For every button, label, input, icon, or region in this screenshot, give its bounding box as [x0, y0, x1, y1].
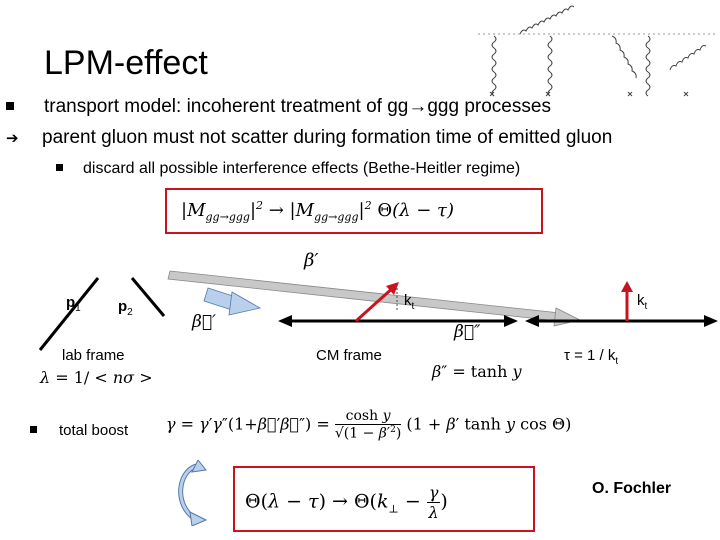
square-bullet-icon: [30, 426, 37, 433]
author-label: O. Fochler: [592, 480, 672, 497]
lab-frame-label: lab frame: [62, 347, 125, 364]
formula-top: $|M_{gg\to ggg}|^2 \to |M_{gg\to ggg}|^2$ Θ(λ − τ): [181, 199, 455, 224]
formula-box-top: [165, 188, 543, 234]
p2-line: [132, 278, 164, 316]
p2-label: $p_2$: [118, 298, 133, 318]
kt-label: $k_t$: [404, 292, 415, 312]
kt-label-2: $k_t$: [637, 292, 648, 312]
formula-bottom: $\Theta(\lambda - \tau) \to \Theta(k_\perp$ − $\frac{\gamma}{\lambda}$ ): [245, 483, 448, 522]
bullet-1-text: transport model: incoherent treatment of gg→ggg processes: [44, 96, 551, 117]
total-boost-bullet: [30, 422, 128, 439]
p1-label: $p_1$: [66, 294, 81, 314]
bullet-1: [6, 96, 551, 118]
beta-prime-label: β′: [304, 250, 319, 271]
total-boost-text: total boost: [59, 422, 129, 439]
p1-line: [40, 278, 98, 350]
kt-arrow: [356, 286, 395, 321]
tanh-formula: β″ = tanh y: [432, 362, 522, 381]
gamma-formula: γ = γ′γ″(1+β⃗′β⃗″) = $\frac{\text{cosh y}}{√(1 - \beta'^2)}$ (1 + β′ tanh y cos Θ): [166, 408, 572, 442]
tau-formula: $\tau = 1 / k_t$: [564, 347, 619, 367]
formula-box-bottom: [233, 466, 535, 532]
lambda-formula: λ = 1/ < nσ >: [40, 368, 153, 387]
square-bullet-icon: [6, 102, 14, 110]
beta-vec-label: β⃗′: [192, 312, 216, 332]
beta-dprime-label: β⃗″: [454, 322, 481, 342]
cm-frame-label: CM frame: [316, 347, 382, 364]
kinematics-diagram: [0, 230, 720, 360]
feynman-diagrams: [470, 0, 720, 100]
bullet-2: [6, 127, 612, 149]
slide-title: LPM-effect: [44, 44, 208, 82]
sub-bullet: [56, 160, 520, 178]
sub-bullet-text: discard all possible interference effects (Bethe-Heitler regime): [83, 160, 521, 177]
bullet-2-text: parent gluon must not scatter during formation time of emitted gluon: [42, 127, 613, 148]
circular-arrow-icon: [170, 460, 220, 526]
square-bullet-icon: [56, 164, 63, 171]
arrow-bullet-icon: ➔: [6, 130, 19, 147]
